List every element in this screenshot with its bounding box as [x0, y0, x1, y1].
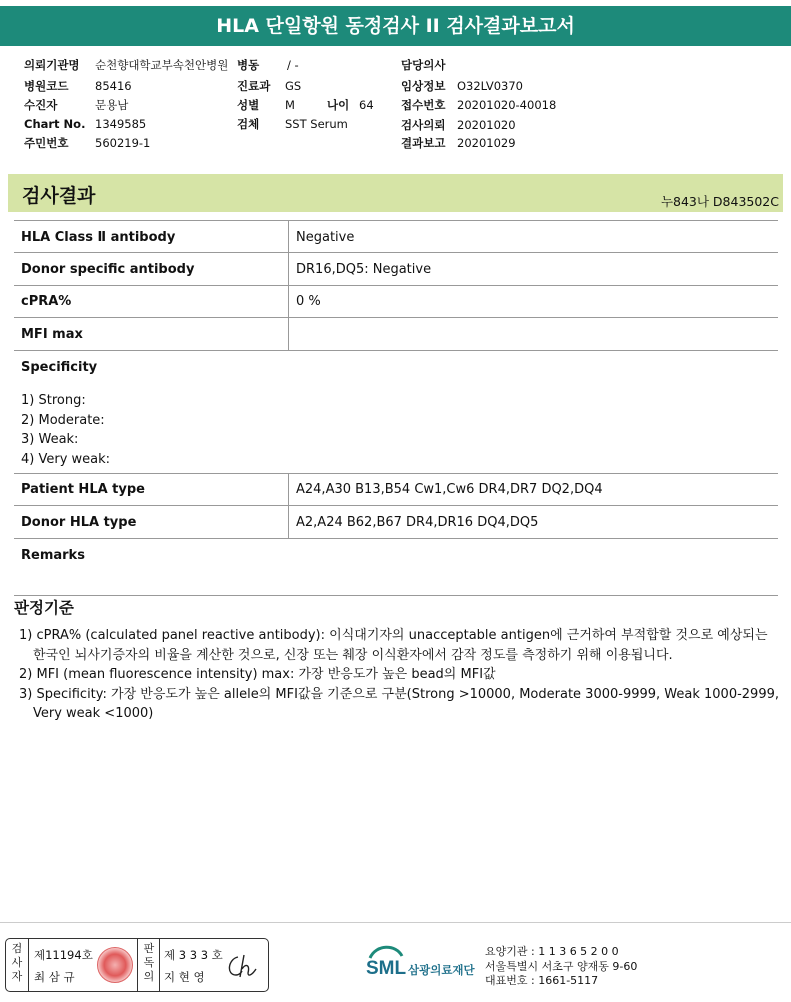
dept-value: GS: [285, 79, 302, 93]
cpra-value: 0 %: [296, 294, 321, 309]
table-row: [14, 318, 778, 351]
table-row: [14, 351, 778, 474]
resident-row: [24, 135, 150, 151]
results-title: 검사결과: [22, 185, 96, 207]
request-value: 20201020: [457, 118, 516, 132]
receipt-value: 20201020-40018: [457, 98, 557, 112]
dept-label: 진료과: [237, 79, 271, 93]
row-divider: [288, 286, 289, 317]
box-divider: [137, 939, 138, 991]
code-label: 병원코드: [24, 79, 69, 93]
results-code: 누843나 D843502C: [660, 194, 779, 209]
criteria-title: 판정기준: [14, 599, 74, 617]
row-divider: [288, 221, 289, 252]
criteria-item: 2) MFI (mean fluorescence intensity) max: 가장 반응도가 높은 bead의 MFI값: [19, 667, 496, 682]
request-label: 검사의뢰: [401, 118, 446, 132]
confirm-number: 제 3 3 3 호: [164, 948, 223, 962]
donor-hla-value: A2,A24 B62,B67 DR4,DR16 DQ4,DQ5: [296, 515, 539, 530]
inspector-name: 최 삼 규: [34, 970, 75, 984]
clinical-value: O32LV0370: [457, 79, 523, 93]
report-value: 20201029: [457, 136, 516, 150]
specificity-label: Specificity: [21, 360, 98, 375]
criteria-item: 1) cPRA% (calculated panel reactive antibody): 이식대기자의 unacceptable antigen에 근거하여 부적합할 것으로 예상되는 한국인 뇌사기증자의 비율을 계산한 것으로, 신장 또는 췌장 이식환자에서 감작 정도를 측정하기 위해 이용됩니다.: [19, 628, 768, 663]
footer-divider: [0, 922, 791, 923]
box-divider: [159, 939, 160, 991]
row-divider: [288, 506, 289, 538]
collector-row: [24, 97, 128, 113]
specificity-list: [21, 391, 110, 469]
criteria-item: 3) Specificity: 가장 반응도가 높은 allele의 MFI값을 기준으로 구분(Strong >10000, Moderate 3000-9999, Weak 1000-2999, Very weak <1000): [19, 686, 780, 721]
table-row: [14, 506, 778, 539]
code-value: 85416: [95, 79, 132, 93]
resident-value: 560219-1: [95, 136, 151, 150]
ward-value: / -: [287, 58, 299, 72]
specificity-very-weak: 4) Very weak:: [21, 451, 111, 467]
chart-row: [24, 117, 146, 131]
ward-label: 병동: [237, 58, 260, 72]
row-divider: [288, 253, 289, 285]
results-table: [14, 220, 778, 596]
specimen-value: SST Serum: [285, 117, 348, 131]
collector-label: 수진자: [24, 98, 58, 112]
report-label: 결과보고: [401, 136, 446, 150]
hospital-row: [24, 57, 228, 73]
request-row: [401, 117, 516, 133]
sex-value: M: [285, 98, 295, 112]
confirm-name: 지 현 영: [164, 970, 205, 984]
row-divider: [288, 474, 289, 505]
age-label: 나이: [327, 98, 350, 112]
remarks-label: Remarks: [21, 548, 85, 563]
confirm-label: 판독의: [143, 942, 155, 983]
table-row: [14, 539, 778, 596]
dsa-value: DR16,DQ5: Negative: [296, 262, 432, 277]
table-row: [14, 220, 778, 253]
results-header: [8, 174, 783, 212]
sml-logo: [364, 942, 486, 988]
report-row: [401, 135, 516, 151]
donor-hla-label: Donor HLA type: [21, 515, 137, 530]
hospital-value: 순천향대학교부속천안병원: [95, 58, 229, 72]
doctor-label: 담당의사: [401, 58, 446, 72]
clinical-row: [401, 78, 523, 94]
inspector-label: 검사자: [11, 942, 23, 983]
hospital-label: 의뢰기관명: [24, 58, 80, 72]
cpra-label: cPRA%: [21, 294, 72, 309]
dsa-label: Donor specific antibody: [21, 262, 195, 277]
class2-label: HLA Class Ⅱ antibody: [21, 230, 176, 245]
specificity-weak: 3) Weak:: [21, 432, 79, 447]
signature-image: [224, 951, 264, 983]
mfi-label: MFI max: [21, 327, 83, 342]
org-address: 서울특별시 서초구 양재동 9-60: [485, 959, 638, 973]
patient-hla-label: Patient HLA type: [21, 482, 145, 497]
table-row: [14, 286, 778, 318]
specimen-row: [237, 116, 348, 132]
ward-row: [237, 57, 299, 73]
sex-row: [237, 97, 374, 113]
org-phone: 대표번호 : 1661-5117: [485, 974, 599, 987]
chart-label: Chart No.: [24, 117, 86, 131]
collector-value: 문용남: [95, 98, 129, 112]
organization-info: [485, 945, 637, 989]
logo-name: 삼광의료재단: [408, 963, 475, 977]
clinical-label: 임상정보: [401, 79, 446, 93]
doctor-row: [401, 57, 457, 73]
class2-value: Negative: [296, 230, 355, 245]
specificity-moderate: 2) Moderate:: [21, 412, 105, 428]
specimen-label: 검체: [237, 117, 260, 131]
patient-hla-value: A24,A30 B13,B54 Cw1,Cw6 DR4,DR7 DQ2,DQ4: [296, 482, 603, 497]
sex-label: 성별: [237, 98, 260, 112]
logo-text: SML: [366, 958, 407, 979]
org-code: 요양기관 : 1 1 3 6 5 2 0 0: [485, 945, 619, 958]
code-row: [24, 78, 132, 94]
table-row: [14, 253, 778, 286]
resident-label: 주민번호: [24, 136, 69, 150]
receipt-row: [401, 97, 556, 113]
receipt-label: 접수번호: [401, 98, 446, 112]
box-divider: [28, 939, 29, 991]
report-title: HLA 단일항원 동정검사 II 검사결과보고서: [0, 6, 791, 46]
age-value: 64: [359, 98, 374, 112]
criteria-list: [19, 626, 779, 724]
table-row: [14, 474, 778, 506]
specificity-strong: 1) Strong:: [21, 393, 86, 408]
seal-stamp: [97, 947, 133, 983]
chart-value: 1349585: [95, 117, 147, 131]
signature-box: [5, 938, 269, 992]
inspector-number: 제11194호: [34, 948, 93, 962]
row-divider: [288, 318, 289, 350]
dept-row: [237, 78, 301, 94]
